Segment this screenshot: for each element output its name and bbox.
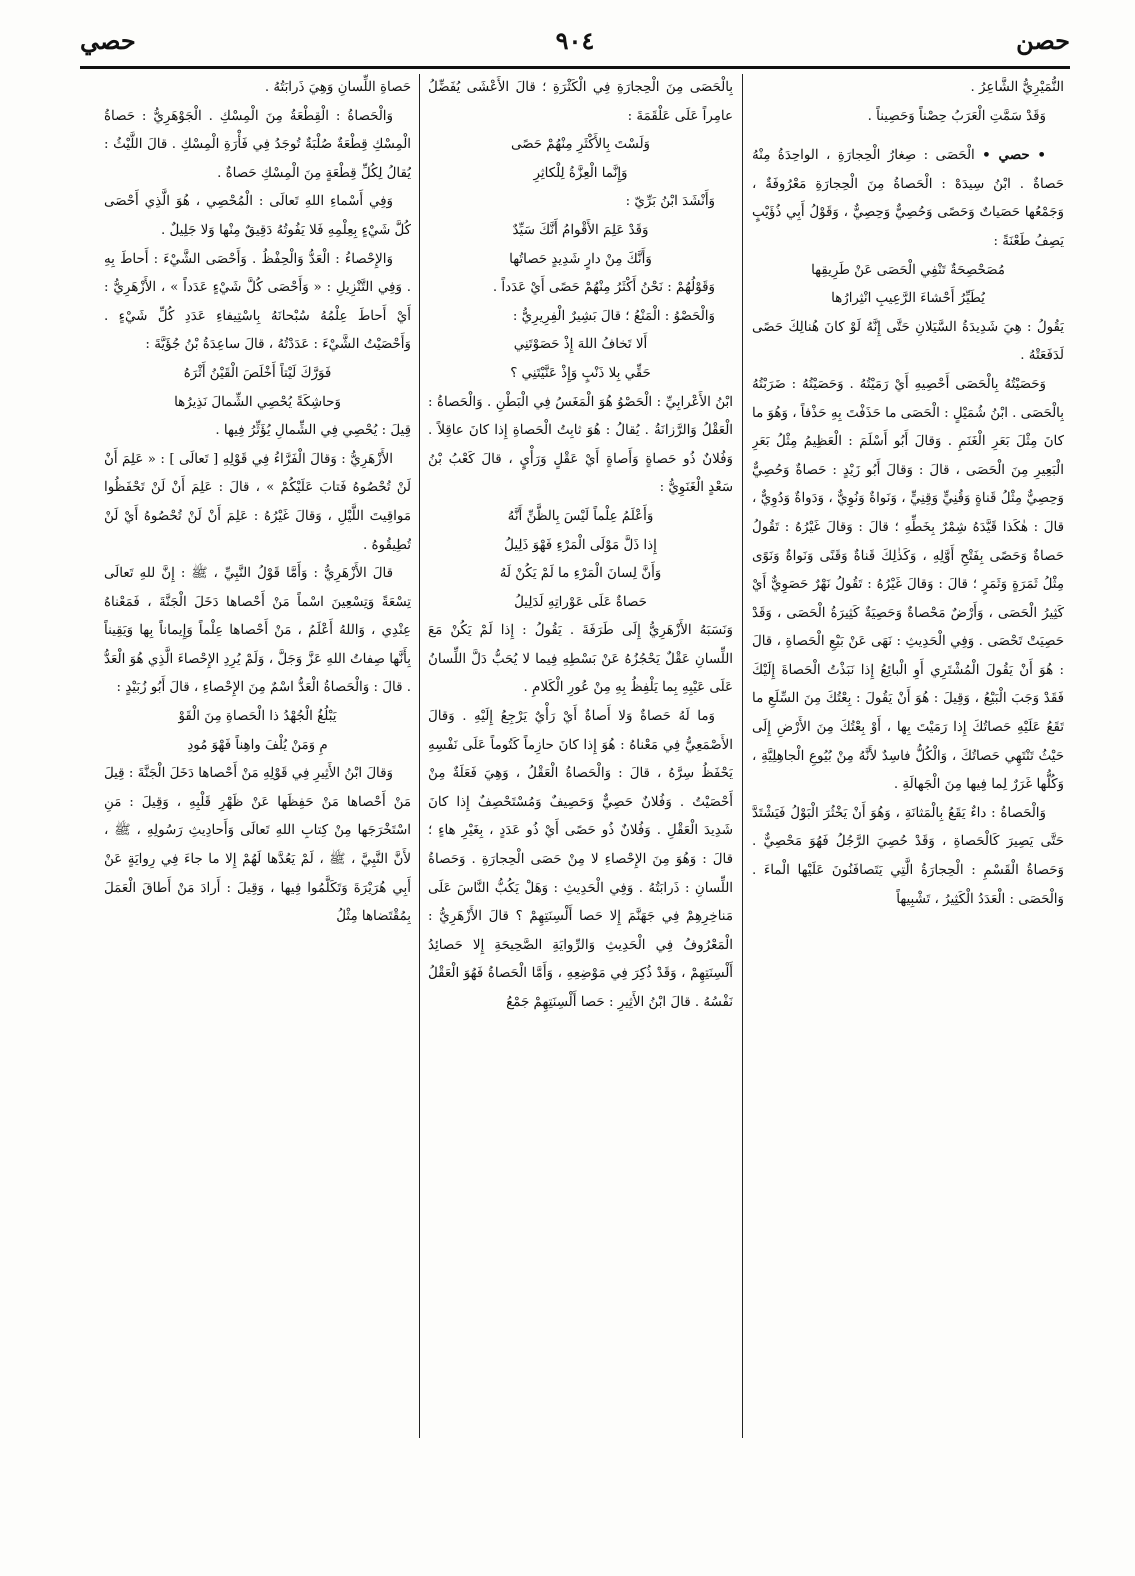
spacer (752, 131, 1064, 141)
page-number: ٩٠٤ (555, 26, 595, 55)
header-rule (80, 66, 1070, 69)
column-divider (419, 74, 420, 1438)
verse-line: أَلا تَخافُ اللهَ إِذْ حَصَوْتَنِي (513, 337, 648, 353)
verse-line: وَقَدْ عَلِمَ الأَقْوامُ أَنَّكَ سَيِّدٌ (512, 222, 649, 238)
text-column-right (752, 74, 1064, 1438)
paragraph: بِالْحَصَى مِنَ الْحِجارَةِ فِي الْكَثْرَةِ ؛ قالَ الأَعْشَى يُفَضِّلُ عامِراً عَلَى عَلْقَمَةَ : (428, 80, 733, 124)
paragraph: وَالْحَصاةُ : الْقِطْعَةُ مِنَ الْمِسْكِ . الْجَوْهَرِيُّ : حَصاةُ الْمِسْكِ قِطْعَةٌ صُلْبَةٌ تُوجَدُ فِي فَأْرَةِ الْمِسْكِ . قالَ اللَّيْثُ : يُقالُ لِكُلِّ قِطْعَةٍ مِنَ الْمِسْكِ حَصاةٌ . (104, 108, 411, 181)
paragraph: وَحَصَيْتُهُ بِالْحَصَى أَحْصِيهِ أَيْ رَمَيْتُهُ . وَحَصَيْتُهُ : ضَرَبْتُهُ بِالْحَصَى . ابْنُ شُمَيْلٍ : الْحَصَى ما حَذَفْتَ بِهِ حَذْفاً ، وَهُوَ ما كانَ مِثْلَ بَعَرِ الْغَنَمِ . وَقالَ أَبُو أَسْلَمَ : الْعَظِيمُ مِثْلُ بَعَرِ الْبَعِيرِ مِنَ الْحَصَى ، قالَ : وَقالَ أَبُو زَيْدٍ : حَصاةٌ وَحُصِيٌّ وَحِصِيٌّ مِثْلُ قَناةٍ وَقُنِيٍّ وَقِنِيٍّ ، وَنَواةٌ وَنُوِيٌّ ، وَدَواةٌ وَدُوِيٌّ ، قالَ : هٰكَذا قَيَّدَهُ شِمْرٌ بِخَطِّهِ ؛ قالَ : وَقالَ غَيْرُهُ : تَقُولُ حَصاةٌ وَحَصًى بِفَتْحِ أَوَّلِهِ ، وَكَذٰلِكَ قَناةٌ وَقَنًى وَنَواةٌ وَنَوًى مِثْلُ ثَمَرَةٍ وَثَمَرٍ ؛ قالَ : وَقالَ غَيْرُهُ : تَقُولُ نَهْرٌ حَصَوِيٌّ أَيْ كَثِيرُ الْحَصَى ، وَأَرْضٌ مَحْصاةٌ وَحَصِيَةٌ كَثِيرَةُ الْحَصَى ، وَقَدْ حَصِيَتْ تَحْصَى . وَفِي الْحَدِيثِ : نَهَى عَنْ بَيْعِ الْحَصاةِ ، قالَ : هُوَ أَنْ يَقُولَ الْمُشْتَرِي أَوِ الْبائِعُ إِذا نَبَذْتُ الْحَصاةَ إِلَيْكَ فَقَدْ وَجَبَ الْبَيْعُ ، وَقِيلَ : هُوَ أَنْ يَقُولَ : بِعْتُكَ مِنَ السِّلَعِ ما تَقَعُ عَلَيْهِ حَصاتُكَ إِذا رَمَيْتَ بِها ، أَوْ بِعْتُكَ مِنَ الأَرْضِ إِلَى حَيْثُ تَنْتَهِي حَصاتُكَ ، وَالْكُلُّ فاسِدٌ لأَنَّهُ مِنْ بُيُوعِ الْجاهِلِيَّةِ ، وَكُلُّها غَرَرٌ لِما فِيها مِنَ الْجَهالَةِ . (752, 376, 1064, 793)
paragraph: وَأَنْشَدَ ابْنُ بَرِّيّ : (625, 194, 715, 210)
verse-line: وَأَنَّكَ مِنْ دارٍ شَدِيدٍ حَصاتُها (509, 251, 652, 267)
verse-line: مُصَحْصِحَةٌ تَنْفِي الْحَصَى عَنْ طَرِيقِها (811, 262, 1005, 278)
verse-line: يَبْلُغُ الْجُهْدُ ذا الْحَصاةِ مِنَ الْقَوْ (178, 709, 337, 725)
entry-headword: • حصي • (982, 147, 1046, 164)
text-line: وَقَدْ سَمَّتِ الْعَرَبُ حِصْناً وَحَصِيناً . (867, 108, 1046, 124)
text-line: النُّمَيْرِيُّ الشَّاعِرُ . (970, 80, 1064, 95)
verse-line: وَأَنَّ لِسانَ الْمَرْءِ ما لَمْ يَكُنْ لَهُ (499, 566, 662, 582)
page-header (80, 22, 1070, 66)
paragraph: وَقالَ ابْنُ الأَثِيرِ فِي قَوْلِهِ مَنْ أَحْصاها دَخَلَ الْجَنَّةَ : قِيلَ مَنْ أَحْصاها مَنْ حَفِظَها عَنْ ظَهْرِ قَلْبِهِ ، وَقِيلَ : مَنِ اسْتَخْرَجَها مِنْ كِتابِ اللهِ تَعالَى وَأَحادِيثِ رَسُولِهِ ، ﷺ ، لأَنَّ النَّبِيَّ ، ﷺ ، لَمْ يَعُدَّها لَهُمْ إِلا ما جاءَ فِي رِوايَةٍ عَنْ أَبِي هُرَيْرَةَ وَتَكَلَّمُوا فِيها ، وَقِيلَ : أَرادَ مَنْ أَطاقَ الْعَمَلَ بِمُقْتَضاها مِثْلُ (104, 766, 411, 925)
header-root-word-right: حصن (1016, 26, 1070, 55)
paragraph: وَقَوْلُهُمْ : نَحْنُ أَكْثَرُ مِنْهُمْ حَصًى أَيْ عَدَداً . (492, 280, 715, 296)
column-divider (742, 74, 743, 1438)
verse-line: وَحاشِكَةً يُحْصِي الشِّمالَ نَذِيرُها (174, 394, 341, 410)
paragraph: الأَزْهَرِيُّ : وَقالَ الْفَرَّاءُ فِي قَوْلِهِ [ تَعالَى ] : « عَلِمَ أَنْ لَنْ تُحْصُوهُ فَتابَ عَلَيْكُمْ » ، قالَ : عَلِمَ أَنْ لَنْ تَحْفَظُوا مَواقِيتَ اللَّيْلِ ، وَقالَ غَيْرُهُ : عَلِمَ أَنْ لَنْ تُحْصُوهُ أَيْ لَنْ تُطِيقُوهُ . (104, 451, 411, 553)
verse-line: حَصاةٌ عَلَى عَوْراتِهِ لَدَلِيلُ (514, 594, 647, 610)
text-column-left (104, 74, 411, 1438)
paragraph: حَصاةِ اللِّسانِ وَهِيَ ذَرابَتُهُ . (264, 80, 411, 95)
header-root-word-left: حصي (80, 26, 136, 55)
paragraph: وَما لَهُ حَصاةٌ وَلا أَصاةٌ أَيْ رَأْيٌ يَرْجِعُ إِلَيْهِ . وَقالَ الأَصْمَعِيُّ فِي مَعْناهُ : هُوَ إِذا كانَ حازِماً كَتُوماً عَلَى نَفْسِهِ يَحْفَظُ سِرَّهُ ، قالَ : وَالْحَصاةُ الْعَقْلُ ، وَهِيَ فَعَلَةٌ مِنْ أَحْصَيْتُ . وَفُلانٌ حَصِيٌّ وَحَصِيفٌ وَمُسْتَحْصِفٌ إِذا كانَ شَدِيدَ الْعَقْلِ . وَفُلانٌ ذُو حَصًى أَيْ ذُو عَدَدٍ ، بِغَيْرِ هاءٍ ؛ قالَ : وَهُوَ مِنَ الإِحْصاءِ لا مِنْ حَصَى الْحِجارَةِ . وَحَصاةُ اللِّسانِ : ذَرابَتُهُ . وَفِي الْحَدِيثِ : وَهَلْ يَكُبُّ النَّاسَ عَلَى مَناخِرِهِمْ فِي جَهَنَّمَ إِلا حَصا أَلْسِنَتِهِمْ ؟ قالَ الأَزْهَرِيُّ : الْمَعْرُوفُ فِي الْحَدِيثِ وَالرِّوايَةِ الصَّحِيحَةِ إِلا حَصائِدُ أَلْسِنَتِهِمْ ، وَقَدْ ذُكِرَ فِي مَوْضِعِهِ ، وَأَمَّا الْحَصاةُ فَهُوَ الْعَقْلُ نَفْسُهُ . قالَ ابْنُ الأَثِيرِ : حَصا أَلْسِنَتِهِمْ جَمْعُ (428, 709, 733, 1010)
paragraph: قِيلَ : يُحْصِي فِي الشِّمالِ يُؤَثِّرُ فِيها . (215, 423, 411, 439)
paragraph: يَقُولُ : هِيَ شَدِيدَةُ السَّيَلانِ حَتَّى إِنَّهُ لَوْ كانَ هُنالِكَ حَصًى لَدَفَعَتْهُ . (752, 319, 1064, 364)
verse-line: وَإِنَّما الْعِزَّةُ لِلْكاثِرِ (533, 165, 628, 181)
paragraph: ابْنُ الأَعْرابِيِّ : الْحَصْوُ هُوَ الْمَغَسُ فِي الْبَطْنِ . وَالْحَصاةُ : الْعَقْلُ وَالرَّزانَةُ . يُقالُ : هُوَ ثابِتُ الْحَصاةِ إِذا كانَ عاقِلاً . وَفُلانٌ ذُو حَصاةٍ وَأَصاةٍ أَيْ عَقْلٍ وَرَأْيٍ ، قالَ كَعْبُ بْنُ سَعْدٍ الْغَنَوِيُّ : (428, 394, 733, 496)
paragraph: قالَ الأَزْهَرِيُّ : وَأَمَّا قَوْلُ النَّبِيِّ ، ﷺ : إِنَّ للهِ تَعالَى تِسْعَةً وَتِسْعِينَ اسْماً مَنْ أَحْصاها دَخَلَ الْجَنَّةَ ، فَمَعْناهُ عِنْدِي ، وَاللهُ أَعْلَمُ ، مَنْ أَحْصاها عِلْماً وَإِيماناً بِها وَيَقِيناً بِأَنَّها صِفاتُ اللهِ عَزَّ وَجَلَّ ، وَلَمْ يُرِدِ الإِحْصاءَ الَّذِي هُوَ الْعَدُّ . قالَ : وَالْحَصاةُ الْعَدُّ اسْمٌ مِنَ الإِحْصاءِ ، قالَ أَبُو زُبَيْدٍ : (104, 566, 411, 696)
verse-line: مِ وَمَنْ يُلْفَ واهِناً فَهْوَ مُودِ (187, 737, 328, 753)
verse-line: يُطَيِّرُ أَحْشاءَ الرَّعِيبِ انْثِرارُها (831, 291, 985, 307)
verse-line: إِذا ذَلَّ مَوْلَى الْمَرْءِ فَهْوَ ذَلِيلُ (504, 537, 657, 553)
verse-line: حَقِّي بِلا ذَنْبٍ وَإِذْ عَنَّيْتَنِي ؟ (510, 365, 651, 381)
paragraph: وَالإِحْصاءُ : الْعَدُّ وَالْحِفْظُ . وَأَحْصَى الشَّيْءَ : أَحاطَ بِهِ . وَفِي التَّنْزِيلِ : « وَأَحْصَى كُلَّ شَيْءٍ عَدَداً » ، الأَزْهَرِيُّ : أَيْ أَحاطَ عِلْمُهُ سُبْحانَهُ بِاسْتِيفاءِ عَدَدِ كُلِّ شَيْءٍ . وَأَحْصَيْتُ الشَّيْءَ : عَدَدْتُهُ ، قالَ ساعِدَةُ بْنُ جُؤَيَّةَ : (104, 251, 411, 353)
paragraph: وَالْحَصْوُ : الْمَنْعُ ؛ قالَ بَشِيرٌ الْفِرِيرِيُّ : (512, 308, 715, 324)
entry-paragraph (752, 141, 1064, 256)
text-column-middle (428, 74, 733, 1438)
paragraph: وَالْحَصاةُ : داءٌ يَقَعُ بِالْمَثانَةِ ، وَهُوَ أَنْ يَخْثُرَ الْبَوْلُ فَيَشْتَدَّ حَتَّى يَصِيرَ كَالْحَصاةِ ، وَقَدْ حُصِيَ الرَّجُلُ فَهُوَ مَحْصِيٌّ . وَحَصاةُ الْقَسْمِ : الْحِجارَةُ الَّتِي يَتَصافَنُونَ عَلَيْها الْماءَ . وَالْحَصَى : الْعَدَدُ الْكَثِيرُ ، تَشْبِيهاً (752, 805, 1064, 907)
paragraph: وَفِي أَسْماءِ اللهِ تَعالَى : الْمُحْصِي ، هُوَ الَّذِي أَحْصَى كُلَّ شَيْءٍ بِعِلْمِهِ فَلا يَفُوتُهُ دَقِيقٌ مِنْها وَلا جَلِيلٌ . (104, 194, 411, 238)
verse-line: وَلَسْتَ بِالأَكْثَرِ مِنْهُمْ حَصًى (510, 137, 650, 153)
paragraph: وَنَسَبَهُ الأَزْهَرِيُّ إِلَى طَرَفَةَ . يَقُولُ : إِذا لَمْ يَكُنْ مَعَ اللِّسانِ عَقْلٌ يَحْجُزُهُ عَنْ بَسْطِهِ فِيما لا يُحَبُّ دَلَّ اللِّسانُ عَلَى عَيْبِهِ بِما يَلْفِظُ بِهِ مِنْ عُورِ الْكَلامِ . (428, 623, 733, 696)
verse-line: وَأَعْلَمُ عِلْماً لَيْسَ بِالظَّنِّ أَنَّهُ (507, 508, 654, 524)
verse-line: فَوَرَّكَ لَيْتاً أَخْلَصَ الْقَيْنُ أَثْرَهُ (183, 365, 332, 381)
entry-text: الْحَصَى : صِغارُ الْحِجارَةِ ، الواحِدَةُ مِنْهُ حَصاةٌ . ابْنُ سِيدَهْ : الْحَصاةُ مِنَ الْحِجارَةِ مَعْرُوفَةٌ ، وَجَمْعُها حَصَياتٌ وَحَصًى وَحُصِيٌّ وَحِصِيٌّ ، وَقَوْلُ أَبِي ذُؤَيْبٍ يَصِفُ طَعْنَةً : (752, 148, 1064, 249)
